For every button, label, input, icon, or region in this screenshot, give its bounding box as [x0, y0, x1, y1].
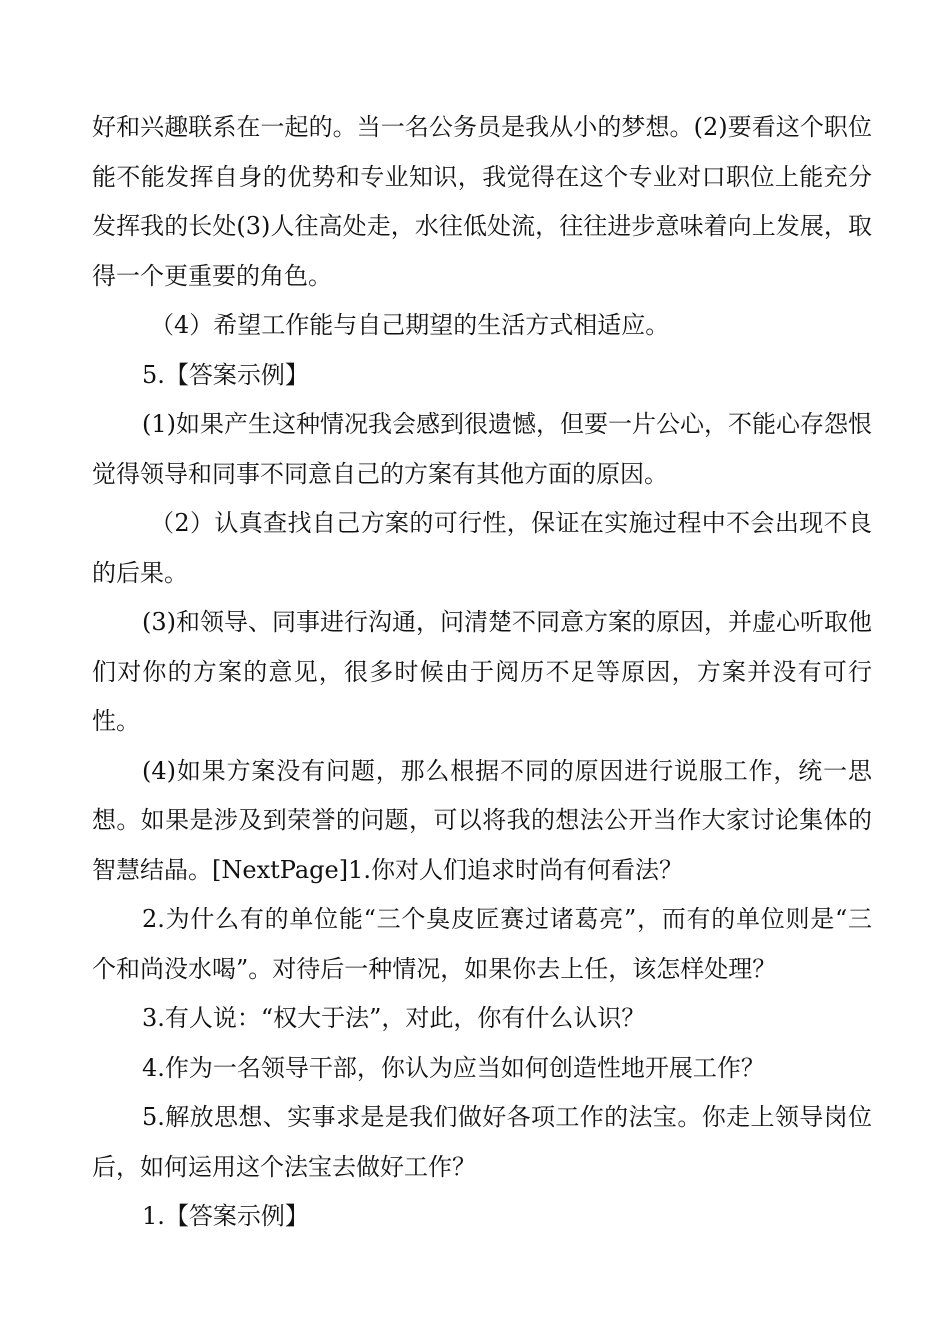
paragraph-answer-5-point-2: （2）认真查找自己方案的可行性，保证在实施过程中不会出现不良的后果。 — [92, 509, 872, 587]
paragraph-continuation: 好和兴趣联系在一起的。当一名公务员是我从小的梦想。(2)要看这个职位能不能发挥自身的优势和专业知识，我觉得在这个专业对口职位上能充分发挥我的长处(3)人往高处走，水往低处流，往往进步意味着向上发展，取得一个更重要的角色。 — [92, 113, 872, 290]
document-body — [92, 103, 872, 1242]
paragraph-answer-5-point-1: (1)如果产生这种情况我会感到很遗憾，但要一片公心，不能心存怨恨觉得领导和同事不同意自己的方案有其他方面的原因。 — [92, 410, 872, 488]
answer-heading-5: 5.【答案示例】 — [142, 360, 309, 389]
answer-heading-1: 1.【答案示例】 — [142, 1202, 309, 1230]
paragraph-point-4-lifestyle: （4）希望工作能与自己期望的生活方式相适应。 — [150, 311, 670, 339]
question-4: 4.作为一名领导干部，你认为应当如何创造性地开展工作？ — [142, 1053, 765, 1082]
paragraph-answer-5-point-4: (4)如果方案没有问题，那么根据不同的原因进行说服工作，统一思想。如果是涉及到荣誉的问题，可以将我的想法公开当作大家讨论集体的智慧结晶。[NextPage]1.你对人们追求时尚有何看法？ — [92, 756, 872, 884]
paragraph-answer-5-point-3: (3)和领导、同事进行沟通，问清楚不同意方案的原因，并虚心听取他们对你的方案的意见，很多时候由于阅历不足等原因，方案并没有可行性。 — [92, 608, 872, 735]
question-5: 5.解放思想、实事求是是我们做好各项工作的法宝。你走上领导岗位后，如何运用这个法宝去做好工作？ — [92, 1103, 872, 1181]
question-3: 3.有人说：“权大于法”，对此，你有什么认识？ — [142, 1004, 646, 1032]
question-2: 2.为什么有的单位能“三个臭皮匠赛过诸葛亮”，而有的单位则是“三个和尚没水喝”。对待后一种情况，如果你去上任，该怎样处理？ — [92, 905, 872, 983]
